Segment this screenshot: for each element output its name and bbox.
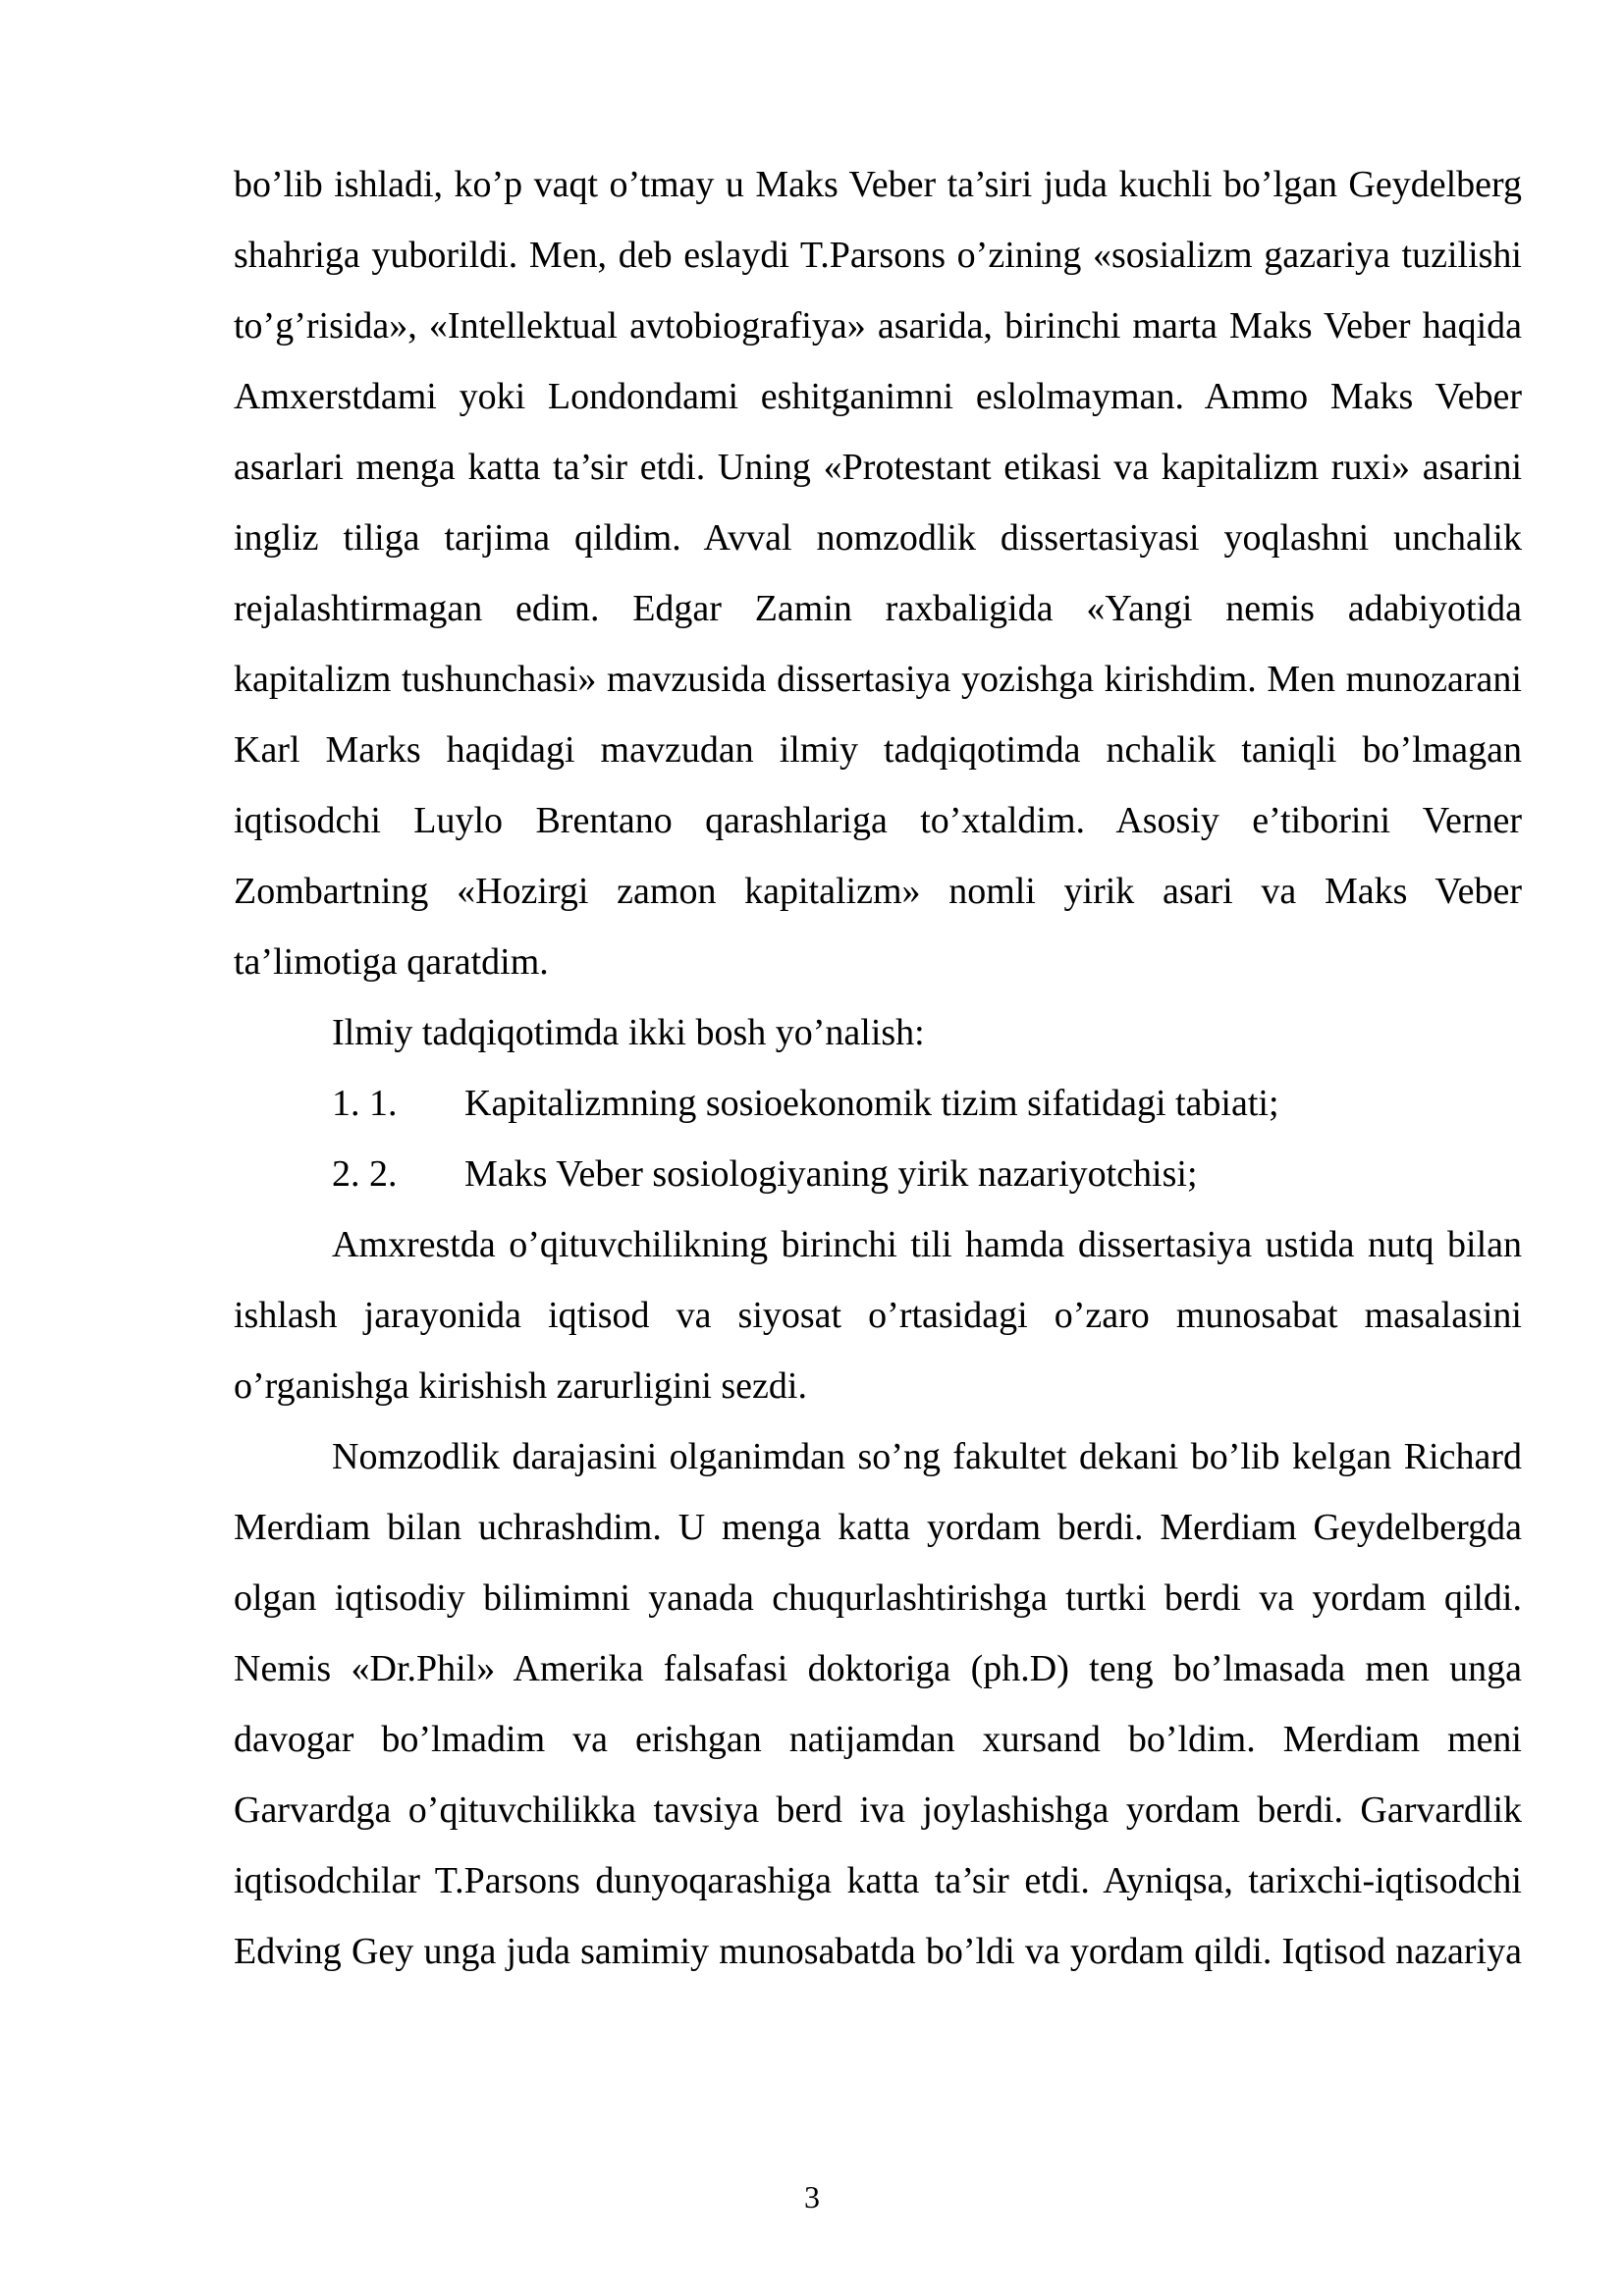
paragraph-1: bo’lib ishladi, ko’p vaqt o’tmay u Maks Veber ta’siri juda kuchli bo’lgan Geydelberg shahriga yuborildi. Men, deb eslaydi T.Parsons o’zining «sosializm gazariya tuzilishi to’g’risida», «Intellektual avtobiografiya» asarida, birinchi marta Maks Veber haqida Amxerstdami yoki Londondami eshitganimni eslolmayman. Ammo Maks Veber asarlari menga katta ta’sir etdi. Uning «Protestant etikasi va kapitalizm ruxi» asarini ingliz tiliga tarjima qildim. Avval nomzodlik dissertasiyasi yoqlashni unchalik rejalashtirmagan edim. Edgar Zamin raxbaligida «Yangi nemis adabiyotida kapitalizm tushunchasi» mavzusida dissertasiya yozishga kirishdim. Men munozarani Karl Marks haqidagi mavzudan ilmiy tadqiqotimda nchalik taniqli bo’lmagan iqtisodchi Luylo Brentano qarashlariga to’xtaldim. Asosiy e’tiborini Verner Zombartning «Hozirgi zamon kapitalizm» nomli yirik asari va Maks Veber ta’limotiga qaratdim. — [234, 164, 1522, 983]
list-item — [234, 1139, 1522, 1209]
numbered-list — [234, 1068, 1522, 1209]
page-number: 3 — [804, 2179, 820, 2215]
list-item-text: Kapitalizmning sosioekonomik tizim sifatidagi tabiati; — [464, 1083, 1279, 1124]
page-body — [234, 149, 1522, 1987]
paragraph-3: Amxrestda o’qituvchilikning birinchi tili hamda dissertasiya ustida nutq bilan ishlash jarayonida iqtisod va siyosat o’rtasidagi o’zaro munosabat masalasini o’rganishga kirishish zarurligini sezdi. — [234, 1224, 1522, 1407]
paragraph-2: Ilmiy tadqiqotimda ikki bosh yo’nalish: — [332, 1012, 925, 1053]
list-item — [234, 1068, 1522, 1139]
list-item-number: 2. 2. — [332, 1153, 398, 1195]
list-item-number: 1. 1. — [332, 1083, 398, 1124]
paragraph-4: Nomzodlik darajasini olganimdan so’ng fakultet dekani bo’lib kelgan Richard Merdiam bilan uchrashdim. U menga katta yordam berdi. Merdiam Geydelbergda olgan iqtisodiy bilimimni yanada chuqurlashtirishga turtki berdi va yordam qildi. Nemis «Dr.Phil» Amerika falsafasi doktoriga (ph.D) teng bo’lmasada men unga davogar bo’lmadim va erishgan natijamdan xursand bo’ldim. Merdiam meni Garvardga o’qituvchilikka tavsiya berd iva joylashishga yordam berdi. Garvardlik iqtisodchilar T.Parsons dunyoqarashiga katta ta’sir etdi. Ayniqsa, tarixchi-iqtisodchi Edving Gey unga juda samimiy munosabatda bo’ldi va yordam qildi. Iqtisod nazariya — [234, 1436, 1522, 1972]
list-item-text: Maks Veber sosiologiyaning yirik nazariyotchisi; — [464, 1153, 1198, 1195]
